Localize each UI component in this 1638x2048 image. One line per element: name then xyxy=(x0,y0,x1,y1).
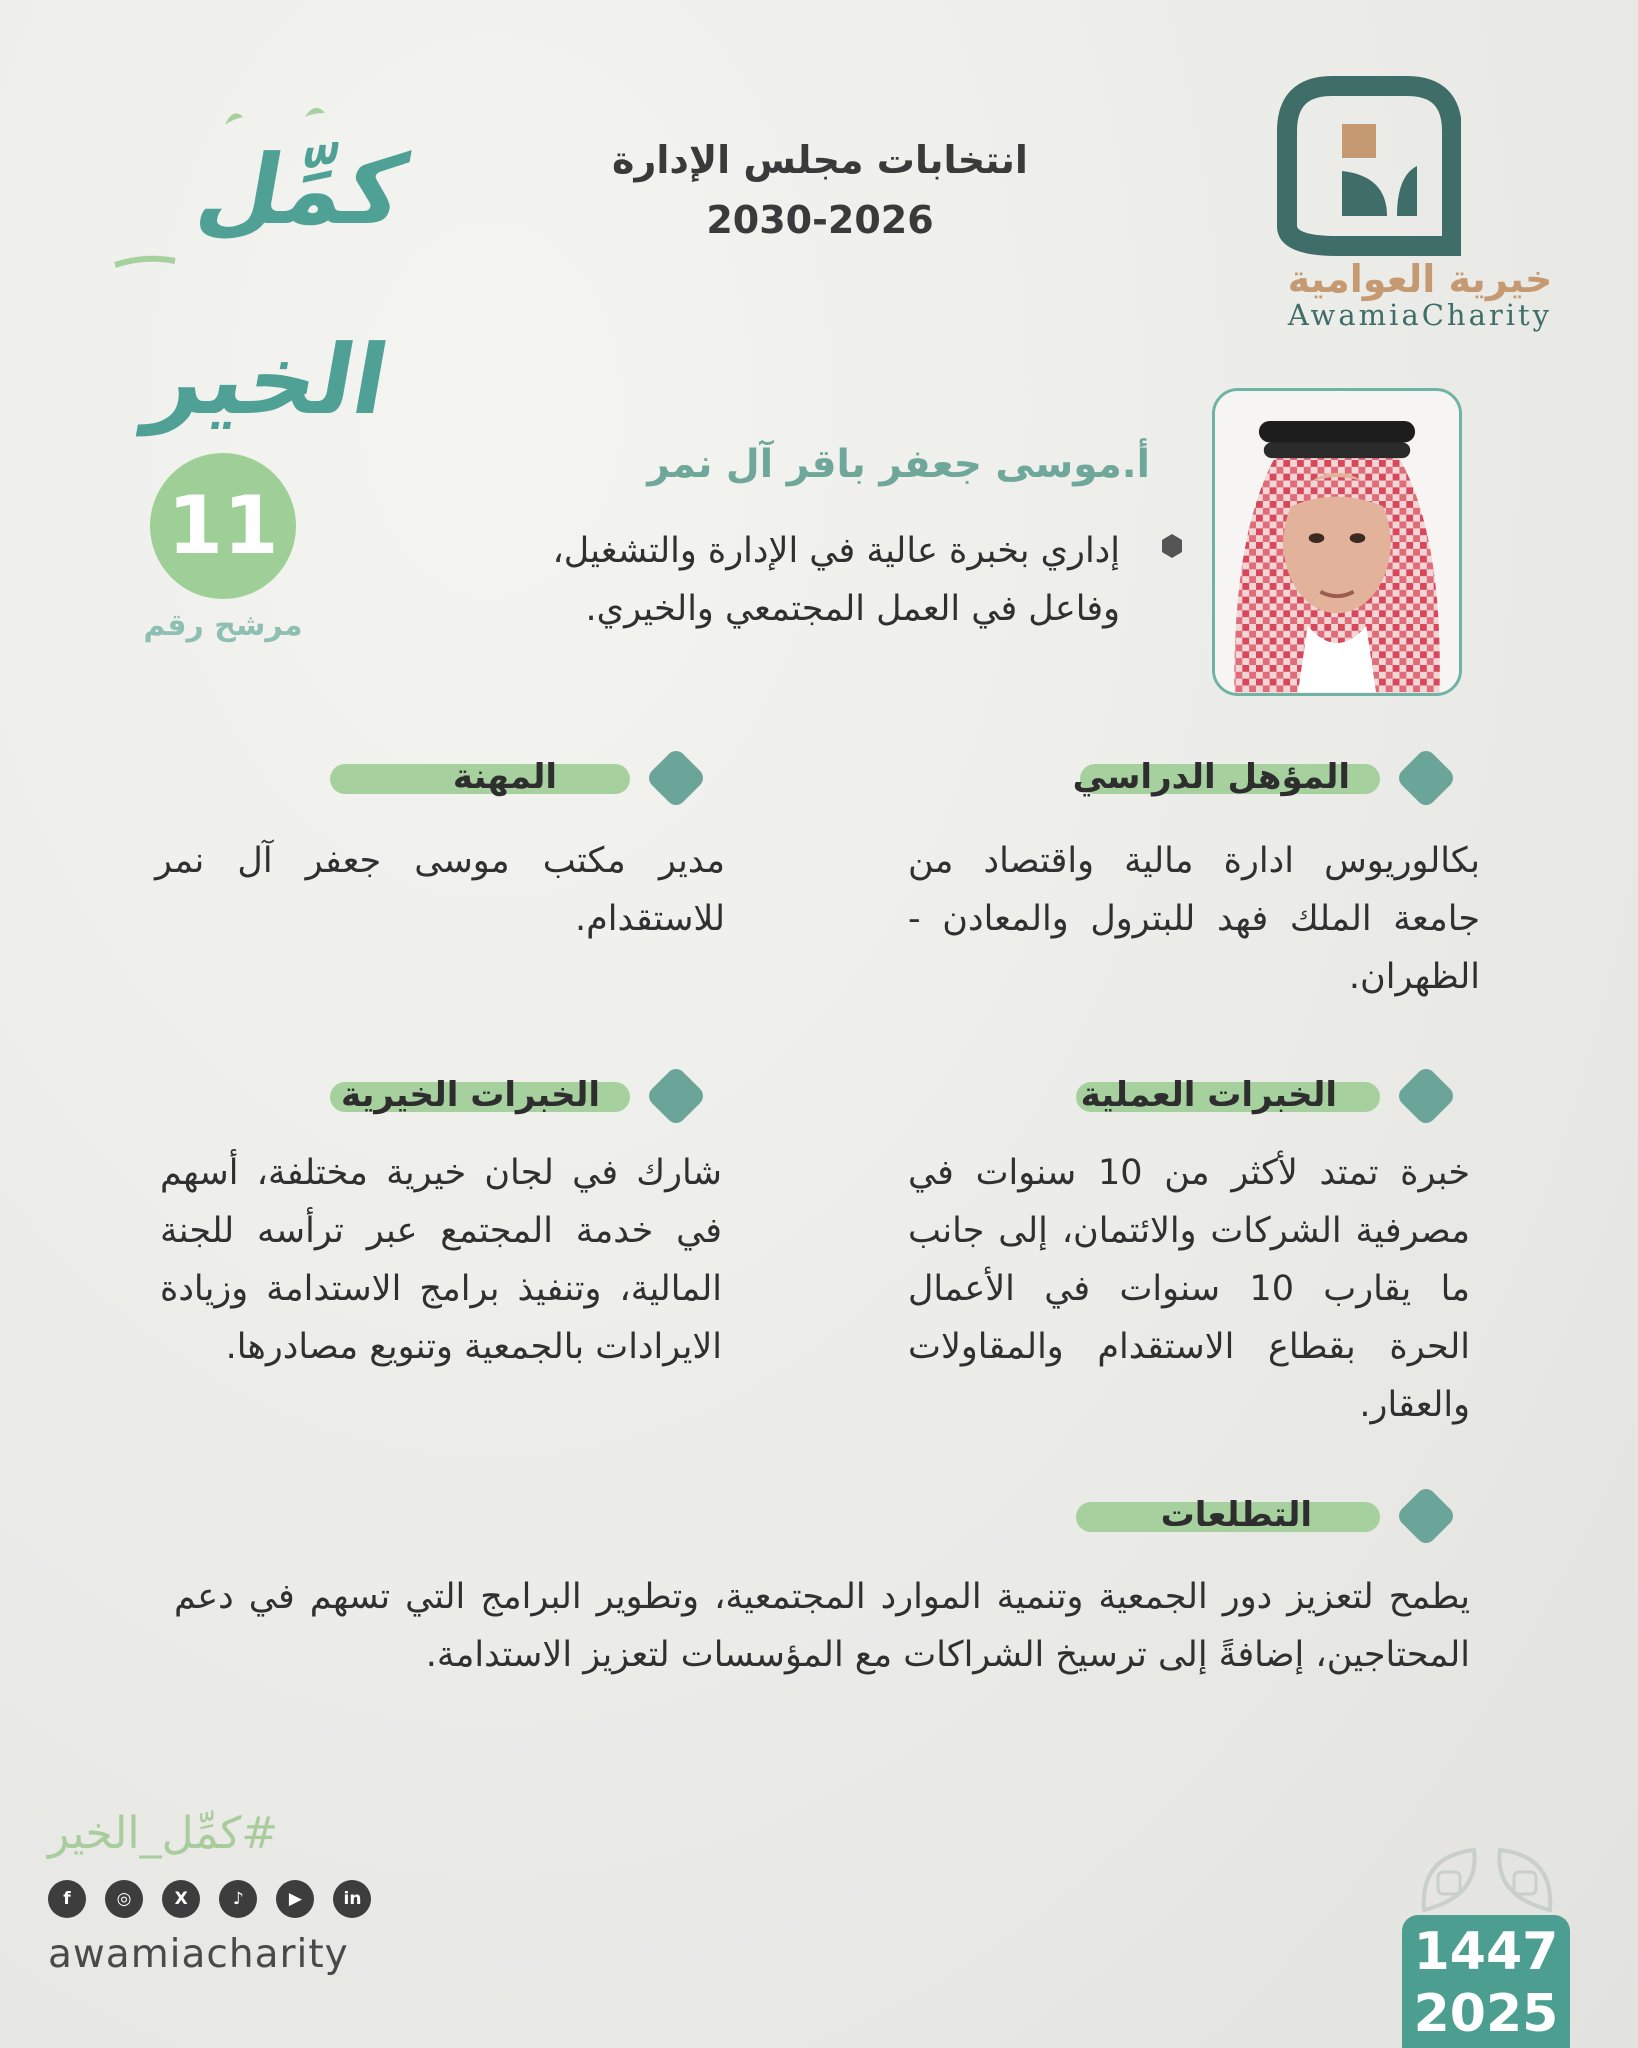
bio-line-2: وفاعل في العمل المجتمعي والخيري. xyxy=(585,589,1120,629)
candidate-name: أ.موسى جعفر باقر آل نمر xyxy=(647,442,1150,487)
bullet-icon xyxy=(1162,534,1182,558)
campaign-logo-text: كمِّل الخير xyxy=(139,134,415,436)
diamond-icon xyxy=(1390,1480,1462,1552)
org-name-en: AwamiaCharity xyxy=(1287,298,1553,332)
x-icon[interactable]: X xyxy=(162,1880,200,1918)
org-name-ar: خيرية العوامية xyxy=(1287,257,1553,301)
tiktok-icon[interactable]: ♪ xyxy=(219,1880,257,1918)
year-gregorian: 2025 xyxy=(1413,1984,1559,2044)
section-aspirations-title: التطلعات xyxy=(1160,1495,1312,1535)
section-education-title: المؤهل الدراسي xyxy=(1072,757,1350,797)
section-profession-body: مدير مكتب موسى جعفر آل نمر للاستقدام. xyxy=(155,841,725,939)
section-profession-title: المهنة xyxy=(452,757,557,797)
instagram-icon[interactable]: ◎ xyxy=(105,1880,143,1918)
section-practical-body: خبرة تمتد لأكثر من 10 سنوات في مصرفية الشركات والائتمان، إلى جانب ما يقارب 10 سنوات في الأعمال الحرة بقطاع الاستقدام والمقاولات والعقار. xyxy=(908,1153,1470,1425)
candidate-portrait xyxy=(1215,391,1459,693)
year-hijri: 1447 xyxy=(1413,1922,1559,1982)
diamond-icon xyxy=(640,742,712,814)
leaf-ornament-icon xyxy=(1414,1846,1560,1914)
title-line-1: انتخابات مجلس الإدارة xyxy=(612,138,1028,182)
candidate-number-label: مرشح رقم xyxy=(143,608,303,643)
campaign-hashtag: #كمِّل_الخير xyxy=(48,1808,279,1859)
year-badge xyxy=(1402,1915,1570,2048)
candidate-bio xyxy=(420,522,1120,638)
section-charity-body: شارك في لجان خيرية مختلفة، أسهم في خدمة المجتمع عبر ترأسه للجنة المالية، وتنفيذ برامج الاستدامة وزيادة الايرادات بالجمعية وتنويع مصادرها. xyxy=(160,1153,722,1367)
section-profession-header xyxy=(330,742,712,816)
section-aspirations-header xyxy=(1076,1480,1462,1554)
section-practical-title: الخبرات العملية xyxy=(1080,1075,1337,1115)
awamia-logo-icon xyxy=(1267,76,1461,256)
section-education-header xyxy=(1072,742,1462,816)
section-charity-header xyxy=(330,1060,712,1134)
diamond-icon xyxy=(640,1060,712,1132)
linkedin-icon[interactable]: in xyxy=(333,1880,371,1918)
diamond-icon xyxy=(1390,1060,1462,1132)
candidate-number-badge: 11 xyxy=(150,453,296,599)
bio-line-1: إداري بخبرة عالية في الإدارة والتشغيل، xyxy=(552,531,1120,571)
org-logo xyxy=(1245,70,1595,340)
facebook-icon[interactable]: f xyxy=(48,1880,86,1918)
diamond-icon xyxy=(1390,742,1462,814)
social-handle[interactable]: awamiacharity xyxy=(48,1932,349,1977)
section-education-body: بكالوريوس ادارة مالية واقتصاد من جامعة الملك فهد للبترول والمعادن - الظهران. xyxy=(908,841,1480,997)
social-links xyxy=(48,1880,385,1920)
page-title xyxy=(560,130,1080,250)
title-line-2: 2030-2026 xyxy=(706,198,934,242)
section-charity-title: الخبرات الخيرية xyxy=(341,1075,600,1115)
youtube-icon[interactable]: ▶ xyxy=(276,1880,314,1918)
campaign-logo xyxy=(75,95,495,436)
candidate-photo xyxy=(1212,388,1462,696)
section-aspirations-body: يطمح لتعزيز دور الجمعية وتنمية الموارد المجتمعية، وتطوير البرامج التي تسهم في دعم المحتاجين، إضافةً إلى ترسيخ الشراكات مع المؤسسات لتعزيز الاستدامة. xyxy=(174,1577,1470,1675)
section-practical-header xyxy=(1076,1060,1462,1134)
